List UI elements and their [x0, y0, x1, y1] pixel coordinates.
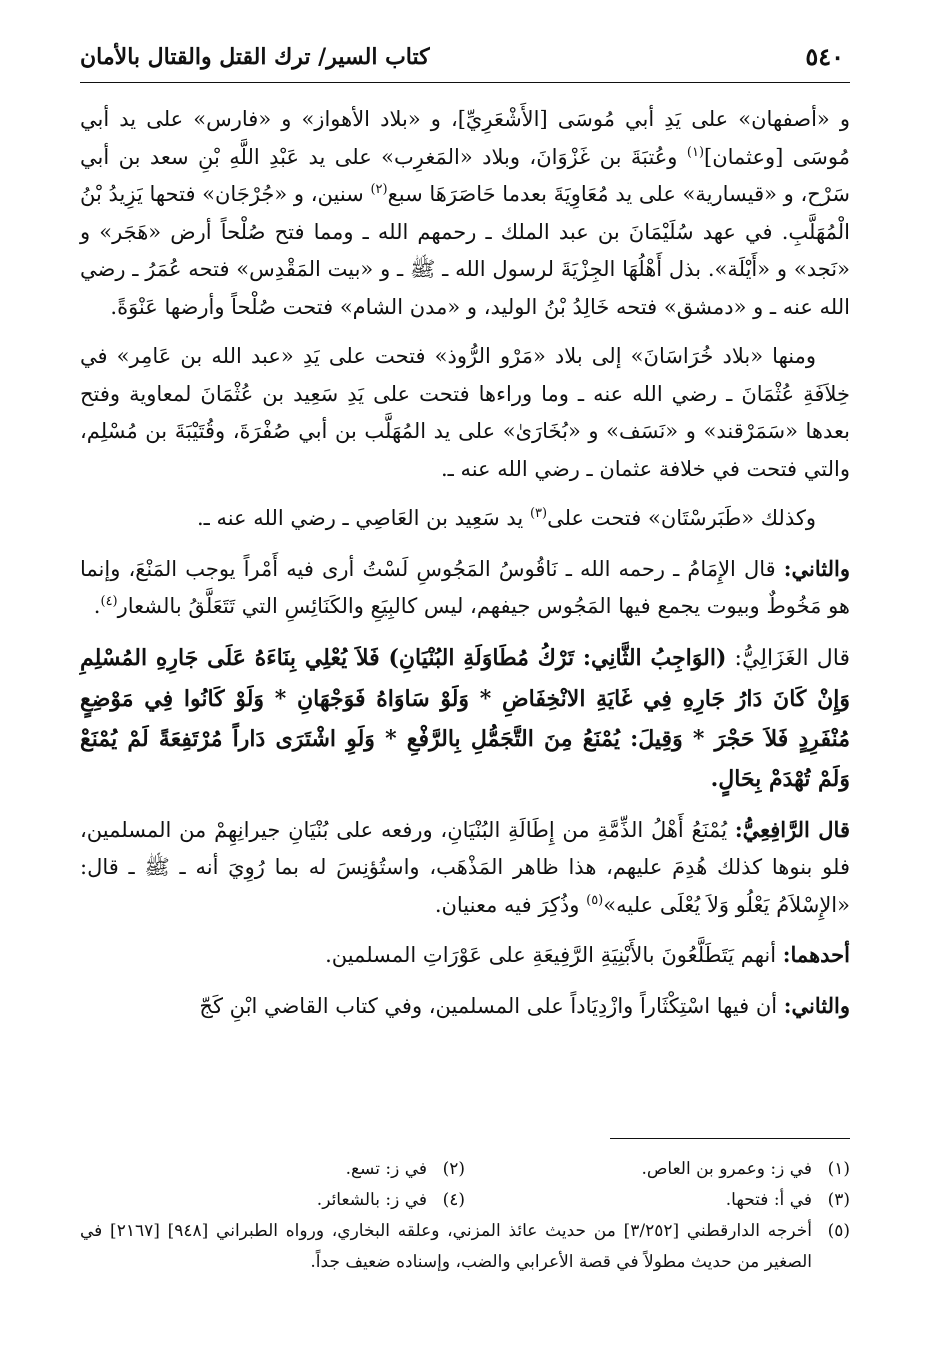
footnote-4 [80, 1185, 465, 1216]
footnote-5 [80, 1216, 850, 1278]
text-run: وكذلك «طَبَرسْتَان» فتحت على [547, 506, 816, 530]
footnote-ref-4: (٤) [100, 594, 118, 609]
footnote-text: في ز: تسع. [345, 1159, 427, 1179]
footnote-1 [465, 1154, 850, 1185]
paragraph-second-meaning [80, 987, 850, 1026]
paragraph-tabaristan [80, 500, 850, 538]
footnote-text: في أ: فتحها. [725, 1190, 812, 1210]
paragraph-ghazali [80, 638, 850, 799]
paragraph-second-naqus [80, 550, 850, 626]
footnote-number: (١) [827, 1159, 850, 1179]
text-run: وذُكِرَ فيه معنيان. [434, 892, 587, 917]
footnote-number: (٢) [442, 1159, 465, 1179]
footnote-ref-1: (١) [686, 144, 705, 160]
footnote-text: في ز: وعمرو بن العاص. [641, 1159, 812, 1179]
ghazali-text: (الوَاجِبُ الثَّانِي: تَرْكُ مُطَاوَلَةِ البُنْيَانِ) فَلاَ يُعْلِي بِنَاءَهُ عَلَى جَارِهِ المُسْلِمِ وَإِنْ كَانَ دَارُ جَارِهِ فِي غَايَةِ الانْخِفَاضِ * وَلَوْ سَاوَاهُ فَوَجْهَانِ * وَلَوْ كَانُوا فِي مَوْضِعٍ مُنْفَرِدٍ فَلاَ حَجْرَ * وَقِيلَ: يُمْنَعُ مِنَ التَّجَمُّلِ بِالرَّفْعِ * وَلَوِ اشْتَرَى دَاراً مُرْتَفِعَةً لَمْ يُمْنَعْ وَلَمْ تُهْدَمْ بِحَالٍ. [80, 644, 850, 792]
footnote-row [80, 1185, 850, 1216]
page-header [80, 30, 850, 83]
paragraph-label: والثاني: [783, 555, 850, 581]
footnote-ref-3: (٣) [529, 506, 548, 521]
paragraph-first-meaning [80, 936, 850, 975]
footnote-ref-5: (٥) [586, 892, 604, 908]
footnote-separator [610, 1138, 850, 1139]
paragraph-label: والثاني: [783, 992, 850, 1018]
paragraph-rafii [80, 811, 850, 925]
footnote-3 [465, 1185, 850, 1216]
main-text [80, 101, 850, 1025]
paragraph-label: قال الرَّافِعِيُّ: [734, 816, 850, 842]
footnote-number: (٣) [827, 1190, 850, 1210]
paragraph-conquests [80, 101, 850, 326]
footnote-2 [80, 1154, 465, 1185]
text-run: سنين، و «جُرْجَان» فتحها يَزِيدُ بْنُ الْمُهَلَّبِ. في عهد سُلَيْمَانَ بن عبد الملك ـ رحمهم الله ـ ومما فتح صُلْحاً أرض «هَجَر» و «نَجد» و «أَيْلَة». بذل أَهْلُهَا الجِزْيَةَ لرسول الله ـ ﷺ ـ و «بيت المَقْدِس» فتحه عُمَرُ ـ رضي الله عنه ـ و «دمشق» فتحه خَالِدُ بْنُ الوليد، و «مدن الشام» فتحت صُلْحاً وأرضها عَنْوَةً. [80, 182, 850, 319]
text-run: يُمْنَعُ أَهْلُ الذِّمَّةِ من إِطَالَةِ البُنْيَانِ، ورفعه على بُنْيَانِ جيرانِهِمْ من المسلمين، فلو بنوها كذلك هُدِمَ عليهم، هذا ظاهر المَذْهَب، واستُؤنِسَ له بما رُوِيَ أنه ـ ﷺ ـ قال: «الإِسْلاَمُ يَعْلُو وَلاَ يُعْلَى عليه» [80, 817, 850, 917]
text-run: يد سَعِيد بن العَاصِي ـ رضي الله عنه ـ. [196, 506, 530, 530]
text-run: وعُتبَةَ بن غَزْوَانَ، وبلاد «المَغرِب» على يد عَبْدِ اللَّهِ بْنِ سعد بن أبي سَرْح، و «قيسارية» على يد مُعَاوِيَةَ بعدما حَاصَرَهَا سبع [80, 144, 850, 206]
page-number: ٥٤٠ [805, 42, 844, 71]
paragraph-label: أحدهما: [782, 942, 850, 967]
text-run: و «أصفهان» على يَدِ أبي مُوسَى [الأَشْعَرِيِّ]، و «بلاد الأهواز» و «فارس» على يد أبي مُوسَى [وعثمان] [80, 107, 850, 169]
footnote-text: أخرجه الدارقطني [٣/٢٥٢] من حديث عائذ المزني، وعلقه البخاري، ورواه الطبراني [٩٤٨] [٢١٦٧] في الصغير من حديث مطولاً في قصة الأعرابي والضب، وإسناده ضعيف جداً. [80, 1221, 812, 1272]
text-run: . [93, 594, 101, 618]
running-title: كتاب السير/ ترك القتل والقتال بالأمان [80, 44, 430, 70]
footnote-number: (٤) [442, 1190, 465, 1210]
text-run: قال الإِمَامُ ـ رحمه الله ـ نَاقُوسُ المَجُوسِ لَسْتُ أرى فيه أَمْراً يوجب المَنْعَ، وإنما هو مَخُوطٌ وبيوت يجمع فيها المَجُوس جيفهم، ليس كالبِيَعِ والكَنَائِسِ التي تَتَعَلَّقُ بالشعار [80, 556, 850, 618]
text-run: أن فيها اسْتِكْثَاراً وازْدِيَاداً على المسلمين، وفي كتاب القاضي ابْنِ كَجّ [199, 993, 784, 1018]
paragraph-khorasan [80, 338, 850, 488]
footnote-number: (٥) [827, 1221, 850, 1241]
footnote-row [80, 1154, 850, 1185]
footnote-ref-2: (٢) [370, 182, 388, 197]
book-page [80, 30, 850, 1320]
ghazali-intro: قال الغَزَالِيُّ: [726, 645, 851, 671]
footnotes [80, 1154, 850, 1278]
footnote-text: في ز: بالشعائر. [316, 1190, 427, 1210]
text-run: أنهم يَتَطَلَّعُونَ بالأَبْنِيَةِ الرَّفِيعَةِ على عَوْرَاتِ المسلمين. [325, 943, 783, 967]
text-run: ومنها «بلاد خُرَاسَانَ» إلى بلاد «مَرْو الرُّوذ» فتحت على يَدِ «عبد الله بن عَامِر» في خِلاَفَةِ عُثْمَانَ ـ رضي الله عنه ـ وما وراءها فتحت على يَدِ سَعِيد بن عُثْمَانَ لمعاوية وفتح بعدها «سَمَرْقند» و «نَسَف» و «بُخَارَىٰ» على يد المُهَلَّب بن أبي صُفْرَةَ، وقُتَيْبَةَ بن مُسْلِم، والتي فتحت في خلافة عثمان ـ رضي الله عنه ـ. [80, 344, 850, 481]
